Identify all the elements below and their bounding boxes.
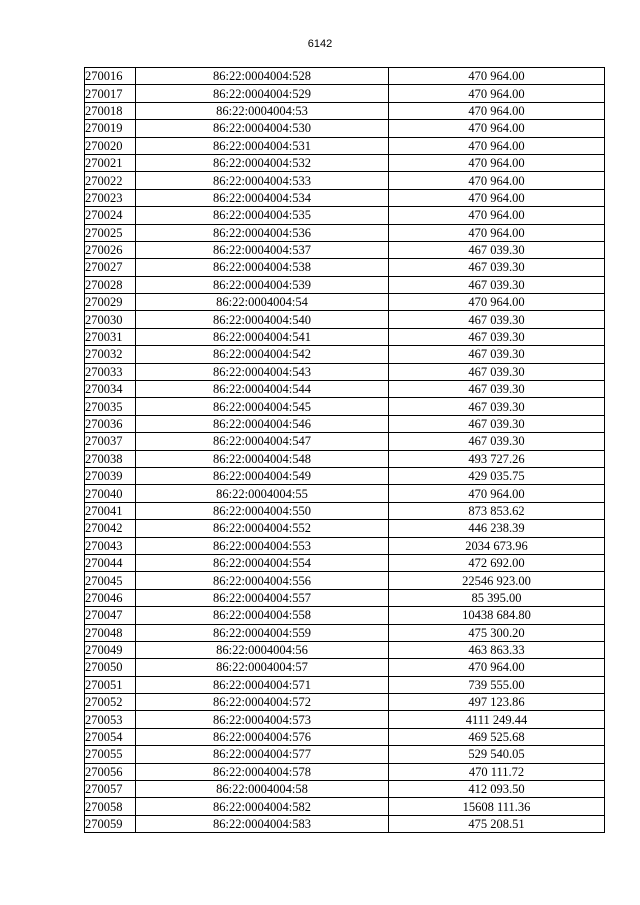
value-cell: 470 964.00	[389, 154, 605, 171]
table-row	[85, 102, 605, 119]
value-cell: 873 853.62	[389, 502, 605, 519]
value-cell: 467 039.30	[389, 241, 605, 258]
value-cell: 472 692.00	[389, 554, 605, 571]
table-row	[85, 398, 605, 415]
cadastral-number-cell: 86:22:0004004:55	[136, 485, 389, 502]
value-cell: 493 727.26	[389, 450, 605, 467]
value-cell: 463 863.33	[389, 641, 605, 658]
table-row	[85, 589, 605, 606]
table-row	[85, 450, 605, 467]
cadastral-number-cell: 86:22:0004004:541	[136, 328, 389, 345]
row-id-cell: 270057	[85, 781, 136, 798]
cadastral-number-cell: 86:22:0004004:56	[136, 641, 389, 658]
row-id-cell: 270017	[85, 85, 136, 102]
row-id-cell: 270027	[85, 259, 136, 276]
row-id-cell: 270056	[85, 763, 136, 780]
row-id-cell: 270028	[85, 276, 136, 293]
table-row	[85, 502, 605, 519]
value-cell: 470 964.00	[389, 207, 605, 224]
cadastral-number-cell: 86:22:0004004:535	[136, 207, 389, 224]
cadastral-number-cell: 86:22:0004004:552	[136, 520, 389, 537]
row-id-cell: 270045	[85, 572, 136, 589]
value-cell: 470 964.00	[389, 485, 605, 502]
table-row	[85, 381, 605, 398]
row-id-cell: 270016	[85, 68, 136, 85]
row-id-cell: 270052	[85, 694, 136, 711]
table-body	[85, 68, 605, 833]
cadastral-number-cell: 86:22:0004004:544	[136, 381, 389, 398]
cadastral-number-cell: 86:22:0004004:578	[136, 763, 389, 780]
table-row	[85, 172, 605, 189]
table-row	[85, 763, 605, 780]
value-cell: 10438 684.80	[389, 607, 605, 624]
table-row	[85, 520, 605, 537]
row-id-cell: 270035	[85, 398, 136, 415]
table-row	[85, 154, 605, 171]
value-cell: 470 964.00	[389, 172, 605, 189]
cadastral-number-cell: 86:22:0004004:533	[136, 172, 389, 189]
row-id-cell: 270021	[85, 154, 136, 171]
row-id-cell: 270043	[85, 537, 136, 554]
cadastral-number-cell: 86:22:0004004:57	[136, 659, 389, 676]
table-row	[85, 294, 605, 311]
value-cell: 470 964.00	[389, 85, 605, 102]
cadastral-number-cell: 86:22:0004004:548	[136, 450, 389, 467]
table-row	[85, 137, 605, 154]
row-id-cell: 270029	[85, 294, 136, 311]
cadastral-number-cell: 86:22:0004004:58	[136, 781, 389, 798]
value-cell: 467 039.30	[389, 311, 605, 328]
table-row	[85, 85, 605, 102]
value-cell: 470 964.00	[389, 102, 605, 119]
row-id-cell: 270055	[85, 746, 136, 763]
cadastral-number-cell: 86:22:0004004:537	[136, 241, 389, 258]
cadastral-number-cell: 86:22:0004004:532	[136, 154, 389, 171]
row-id-cell: 270025	[85, 224, 136, 241]
table-row	[85, 189, 605, 206]
table-row	[85, 798, 605, 815]
table-row	[85, 554, 605, 571]
row-id-cell: 270051	[85, 676, 136, 693]
table-row	[85, 694, 605, 711]
row-id-cell: 270054	[85, 728, 136, 745]
cadastral-number-cell: 86:22:0004004:536	[136, 224, 389, 241]
row-id-cell: 270026	[85, 241, 136, 258]
table-row	[85, 68, 605, 85]
table-row	[85, 572, 605, 589]
cadastral-number-cell: 86:22:0004004:556	[136, 572, 389, 589]
cadastral-number-cell: 86:22:0004004:550	[136, 502, 389, 519]
value-cell: 470 964.00	[389, 659, 605, 676]
row-id-cell: 270049	[85, 641, 136, 658]
table-row	[85, 676, 605, 693]
cadastral-number-cell: 86:22:0004004:582	[136, 798, 389, 815]
cadastral-number-cell: 86:22:0004004:577	[136, 746, 389, 763]
row-id-cell: 270058	[85, 798, 136, 815]
table-row	[85, 641, 605, 658]
table-row	[85, 224, 605, 241]
value-cell: 467 039.30	[389, 346, 605, 363]
table-row	[85, 363, 605, 380]
value-cell: 467 039.30	[389, 381, 605, 398]
table-row	[85, 467, 605, 484]
value-cell: 412 093.50	[389, 781, 605, 798]
row-id-cell: 270053	[85, 711, 136, 728]
value-cell: 467 039.30	[389, 276, 605, 293]
value-cell: 475 208.51	[389, 815, 605, 832]
cadastral-number-cell: 86:22:0004004:531	[136, 137, 389, 154]
table-row	[85, 259, 605, 276]
row-id-cell: 270059	[85, 815, 136, 832]
value-cell: 470 964.00	[389, 137, 605, 154]
row-id-cell: 270020	[85, 137, 136, 154]
cadastral-number-cell: 86:22:0004004:573	[136, 711, 389, 728]
value-cell: 467 039.30	[389, 433, 605, 450]
table-row	[85, 659, 605, 676]
data-table	[84, 67, 605, 833]
value-cell: 467 039.30	[389, 363, 605, 380]
row-id-cell: 270042	[85, 520, 136, 537]
cadastral-number-cell: 86:22:0004004:553	[136, 537, 389, 554]
table-row	[85, 711, 605, 728]
row-id-cell: 270038	[85, 450, 136, 467]
cadastral-number-cell: 86:22:0004004:557	[136, 589, 389, 606]
value-cell: 429 035.75	[389, 467, 605, 484]
table-row	[85, 328, 605, 345]
row-id-cell: 270031	[85, 328, 136, 345]
cadastral-number-cell: 86:22:0004004:543	[136, 363, 389, 380]
cadastral-number-cell: 86:22:0004004:572	[136, 694, 389, 711]
row-id-cell: 270022	[85, 172, 136, 189]
cadastral-number-cell: 86:22:0004004:546	[136, 415, 389, 432]
table-row	[85, 746, 605, 763]
table-row	[85, 485, 605, 502]
page-number: 6142	[307, 38, 333, 50]
value-cell: 470 964.00	[389, 120, 605, 137]
cadastral-number-cell: 86:22:0004004:542	[136, 346, 389, 363]
value-cell: 497 123.86	[389, 694, 605, 711]
cadastral-number-cell: 86:22:0004004:549	[136, 467, 389, 484]
cadastral-number-cell: 86:22:0004004:529	[136, 85, 389, 102]
table-row	[85, 624, 605, 641]
value-cell: 470 964.00	[389, 68, 605, 85]
row-id-cell: 270040	[85, 485, 136, 502]
cadastral-number-cell: 86:22:0004004:554	[136, 554, 389, 571]
value-cell: 467 039.30	[389, 328, 605, 345]
value-cell: 470 964.00	[389, 189, 605, 206]
cadastral-number-cell: 86:22:0004004:528	[136, 68, 389, 85]
row-id-cell: 270034	[85, 381, 136, 398]
row-id-cell: 270050	[85, 659, 136, 676]
cadastral-number-cell: 86:22:0004004:558	[136, 607, 389, 624]
row-id-cell: 270030	[85, 311, 136, 328]
cadastral-number-cell: 86:22:0004004:545	[136, 398, 389, 415]
value-cell: 467 039.30	[389, 398, 605, 415]
value-cell: 4111 249.44	[389, 711, 605, 728]
value-cell: 85 395.00	[389, 589, 605, 606]
row-id-cell: 270023	[85, 189, 136, 206]
value-cell: 739 555.00	[389, 676, 605, 693]
table-row	[85, 311, 605, 328]
row-id-cell: 270046	[85, 589, 136, 606]
value-cell: 470 111.72	[389, 763, 605, 780]
cadastral-number-cell: 86:22:0004004:583	[136, 815, 389, 832]
table-row	[85, 433, 605, 450]
value-cell: 529 540.05	[389, 746, 605, 763]
row-id-cell: 270048	[85, 624, 136, 641]
row-id-cell: 270037	[85, 433, 136, 450]
cadastral-number-cell: 86:22:0004004:576	[136, 728, 389, 745]
row-id-cell: 270047	[85, 607, 136, 624]
table-row	[85, 728, 605, 745]
cadastral-number-cell: 86:22:0004004:530	[136, 120, 389, 137]
cadastral-number-cell: 86:22:0004004:547	[136, 433, 389, 450]
table-row	[85, 207, 605, 224]
value-cell: 446 238.39	[389, 520, 605, 537]
row-id-cell: 270032	[85, 346, 136, 363]
cadastral-number-cell: 86:22:0004004:571	[136, 676, 389, 693]
cadastral-number-cell: 86:22:0004004:538	[136, 259, 389, 276]
table-row	[85, 241, 605, 258]
value-cell: 475 300.20	[389, 624, 605, 641]
row-id-cell: 270041	[85, 502, 136, 519]
table-row	[85, 276, 605, 293]
row-id-cell: 270039	[85, 467, 136, 484]
value-cell: 467 039.30	[389, 259, 605, 276]
table-row	[85, 537, 605, 554]
value-cell: 470 964.00	[389, 294, 605, 311]
value-cell: 470 964.00	[389, 224, 605, 241]
cadastral-number-cell: 86:22:0004004:559	[136, 624, 389, 641]
table-row	[85, 346, 605, 363]
cadastral-number-cell: 86:22:0004004:534	[136, 189, 389, 206]
cadastral-number-cell: 86:22:0004004:540	[136, 311, 389, 328]
value-cell: 2034 673.96	[389, 537, 605, 554]
value-cell: 467 039.30	[389, 415, 605, 432]
row-id-cell: 270024	[85, 207, 136, 224]
row-id-cell: 270019	[85, 120, 136, 137]
row-id-cell: 270044	[85, 554, 136, 571]
table-row	[85, 781, 605, 798]
row-id-cell: 270033	[85, 363, 136, 380]
table-row	[85, 815, 605, 832]
cadastral-number-cell: 86:22:0004004:53	[136, 102, 389, 119]
row-id-cell: 270018	[85, 102, 136, 119]
value-cell: 469 525.68	[389, 728, 605, 745]
cadastral-number-cell: 86:22:0004004:539	[136, 276, 389, 293]
row-id-cell: 270036	[85, 415, 136, 432]
value-cell: 15608 111.36	[389, 798, 605, 815]
table-row	[85, 415, 605, 432]
cadastral-number-cell: 86:22:0004004:54	[136, 294, 389, 311]
value-cell: 22546 923.00	[389, 572, 605, 589]
table-row	[85, 607, 605, 624]
table-row	[85, 120, 605, 137]
